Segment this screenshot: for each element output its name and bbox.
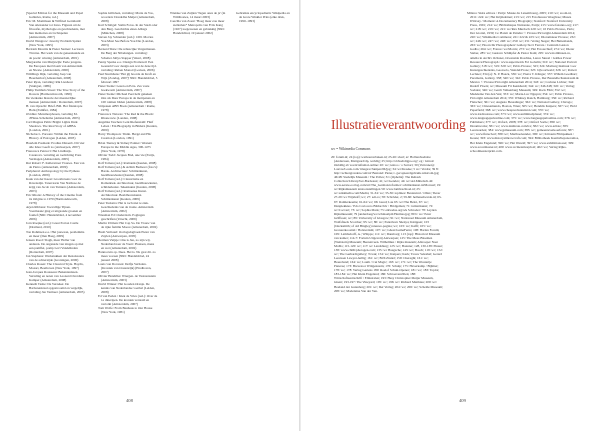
bibliography-entry: Angelika Taschen: Leni Riefenstahl: Fünf Leben / Ein Biography in Bildern (Keulen, 2000) [98, 120, 159, 133]
bibliography-entry: Jean-Jacques Rousseau: Bekentenissen. Vertaling en noten van Leonard Overduin Kamper (Amsterdam, 2008) [26, 270, 85, 283]
bibliography-entry: Stripsteen ABN Book (Amsterdam / Rome, 1978) [98, 104, 157, 113]
bibliography-entry: Kaak van der Keest: Groothavens voor de Ravenstijn. Tanevaarte Van Nattlose de krijg van Jacob van Tuiniers (Amsterdam, 2003) [26, 176, 86, 194]
bibliography-entry: Haarlem Pasmark: Prodius Dinaerb. Dit vier alle Islea: Geeft zo (Antwerpen, 2007) [26, 140, 86, 149]
bibliography-entry: Ed van Eeden / Kiek de Vries (red.): Over de 1e dinertpen. De kroniek vertaald en vertolkt (Amsterdam, 2007) [98, 294, 159, 307]
bibliography-entry: Steven Jay Schneider (red.): 1001 Movies You Must See Before You Die (London, 2003) [98, 35, 155, 48]
bibliography-entry: [Special Edition for the Museum and Papal Galleries, Rome, n.d.] [26, 11, 84, 20]
bibliography-entry: Hanna ruin op. Dees. Het is. Nu gaat dit. zo mees worsen (NRC Handelsblad, 24 januari 2008) [98, 249, 157, 262]
bibliography-entry: Ton Rohmsen e.a.: Het jouwaan, postlemma en meer (Den Haag, 2009) [26, 229, 86, 238]
right-page [301, 0, 600, 431]
bibliography-entry: David Winner: Het Gouden Oranje. De kennis van Nederlandse voetbal (Leiden, 2008) [98, 282, 156, 295]
bibliography-entry: David Wengrow: Jewelry Problem Spider (New York, 1995) [26, 39, 82, 48]
bibliography-entry: Jensen Rood: Slagh, meer Holler van anderen. De ongenade van zingen op met een pamflet, pomp Levi Vandelinden (Rotterdam, 2007) [26, 237, 85, 254]
bibliography-entry: Olivier Todd: Jacques Brel, une vie (Parijs, 1984) [98, 152, 156, 161]
bibliography-column-2 [98, 11, 158, 391]
bibliography-entry: Bertram Mourits & Pieter Steiner: Lectoren Tiverna. Het werk van de geneeskunde en de poetic wireing (Amsterdam, 2001) [26, 47, 86, 60]
abbreviation-note: wc = Wikimedia Commons [331, 147, 371, 151]
bibliography-entry: Eric M. Mommsen & Wilfried Gernhardt: Van Alexander tot Zeno. Figuren uit de filosofie, mythologie en geschiedenis, met hun memoires en Lichtspelen (Amsterdam, 2007) [26, 19, 86, 40]
bibliography-entry: Jorn Roepke (red.): Great Porton Castle (Dreiland, 2010) [26, 221, 80, 230]
bibliography-entry: De vierkante historie der meesterlijke mensen (Amsterdam / Rotterdam, 2007) [26, 95, 83, 105]
bibliography-entry: Harry Thompson: Tintin. Hergé and His Creation (London, 1991) [98, 132, 152, 141]
bibliography-entry: Francesca Petrucci: Het Lindhuijs. Casanova. vertaling en toelichting Pons Vermagen (Amsterdam, 2005) [26, 148, 83, 161]
section-title: Illustratieverantwoording [331, 117, 466, 132]
bibliography-entry: Charles Rosen: The Classical Style. Haydn, Mozart, Beethoven (New York, 1997) [26, 261, 85, 270]
bibliography-entry: Francesca Tisioras: 'The Red & the Black'. Rhone new (Londen, 1998) [98, 112, 156, 121]
bibliography-entry: Peripheral: Anthropology by the Pytheas (London, 2009) [26, 168, 81, 177]
bibliography-entry: Philip Tumbula Street: The True Story of the Rowers (Harmondsworth, 1999) [26, 87, 86, 96]
bibliography-entry: Martin Ultman: Het Cap Sa. De Vrouw van de rijke familie Moore (Amsterdam, 2002) [98, 221, 158, 230]
credit-entry: Milano: Skira editore / Parijs: Musée du Luxembourg, 2005; 210: wc; zoom.nl, 2011: 224: wc; Het Krijtkabinet; 213: wc; 215 Fotobureau Weegbree; Musée D'Orsay / Moment: A Documentary Biography; Stanford: Stanford University Press, 1991; 214: wc; Bibliothèque Nationale, Parijs; 215: www.faxanno.org; 217: wc; 218: wc; 219: wc; 221: wc/Rex Murdoch 220: wc; 10 Pablo Picasso, Paris; Der Gioriel, 1939; Ce Plaisir de Peindre © Picasso/Pictoright Amsterdam 2014; 220: wc; Wikimedia Commons; 221: 222 & 223: wc; Dioramaleer Picasso; 232: wc; 246: wc; 247: wc; 248: wc; 250: wc; 251: Verlag Sieger; Het Buitenlands, 263: wc; Hoorn Ihr Photographers' Gallery/Jacci Ferrara / Centrum Gaston Gadbo; 264: wc; France: wc/Morris; 273: wc; Het Fotoarchief; 274: wc; Dieter Sieber, 285: wc; Gustave Schülpfer & Pastor Kam; 295: www.homlinsen.ru, amelia in Archiv Ochsner, Oceanside Roschke, Lance Skreel / Galilee Power Resource/Photograph / www.supernwick Fol Gobelin; 310: wc; National Portrait Gallery; 318: wc; 319: 320: wc; Pablo Picasso; 323; 324: Marburg Instituut voor Kunstgeschiedenis, Geotoolo, Wendel/Proze; 325: bijvoorbeeld; 326: wc; Robert Lechner; 334 (a): N. P. Haack, 336: wc; Pierre T. Klinger; 337: Willem Goedhart; Paramatta, Gallery, 338; 340: wc; 342: Pablo Picasso, Der Baustelle/Kunstraum & Mexico © Picasso/Pictoright Amsterdam 2014; 343: wc; Corinne Lichter; 344: Rudolf Ploetz; wc; Museum Fri Kenkhardt; 344: wc; 346-348; 345: wc; Verlag; Sodales; 346: wc; Gerrit Valkenburg Museum; 349: Rock Film; 352: wc; Madeleine Van den Ven; 353: wc; Marie-Luc Nguyen; 354: wc; Pablo Picasso, Pictoright Amsterdam 2014; 355: Whitney Ranch, Hamburg; 356: wc; Richard Fleischer; 361: wc; Augusto Bessalinger; 362: wc; National Gallery, Chicago; 363: wc; Chiesamundo, Boston, Wien; 365: wc; Hendrik Kuipers; 367: wc; Hold Paperfield; 368: wc; www.cheapwebstandard.com; 370: wc; www.tradiostone.com; 373: wc; www.unlimitedplanet; 374: wc; www.languagepubonline.com; 375: wc; www.languagepubonline.com; 376: wc; Publishers; 377: wc; Oxford, 2008; 378: wc; Oxford Sortie; 380: wc; Dreamworks; 381: wc; www.nishirate.com/tra; 382: wc; www.artiste; 383: Leeuwarden; 384: www.jpmuseum.com; 385: wc; gemeenteverkoerfonts; 387: wc; www.fintech.nl; 389: wc; Marthaoleander, 390: wc; Kitrouin Filmpakken / Keuze; 393: www.historysimrowcraft.com; 394: Bibliotheek Kaamvliepanoramos, Het Klein Engeland; 396: wc; Het Wereld; 397: wc; www.exhibitions.net; 399: www.scoutmaster.nl; 400: www.wcmetamorph.nl; 402: wc; Verlag Rijks-schoolmeesterprint.com. [467, 11, 580, 153]
bibliography-entry: Margaretha van Muijswijk: Eerie jongens. De Europees met bloem van Amsterdam en Nieuw. (Amsterdam, 2000) [26, 59, 84, 72]
bibliography-entry: Peter Turkstra: Het is toch niet te ziek. Geschiedenis van de ironie. Amsterdam (Amsterdam, 2002) [98, 201, 155, 214]
credits-column-1 [331, 155, 443, 389]
credits-column-2 [467, 11, 579, 389]
bibliography-entry: Herman Vuijsje: Ons is Jan, zo zijn wij. Nederland naar de Vaart: Plaatsen, mens en wet (Amsterdam, 2002) [98, 237, 156, 250]
bibliography-entry: Pieter Steinz: Michael Peet hebt gekeken Ons als Duor Europa in de metrpenen en 100 rolmen bliden (Amsterdam, 2008) [98, 91, 156, 105]
bibliography-column-3 [170, 11, 226, 71]
bibliography-entry: Carl Magnus Palm: Bright Lights Dark Shadows. The Real Story of ABBA (London, 2001) [26, 120, 79, 133]
page-number: 409 [459, 398, 466, 403]
bibliography-entry: Karl Schlögel: Stalin Fotos. In der Stadt oder den Berg. Geschichte eines Alltags (München, 2008) [98, 23, 159, 36]
bibliography-entry: Louis van Doveren: Delfje Verhalen. (Kroniek van Oostenrijk) (Eindhoven, 2007) [98, 261, 153, 274]
bibliography-entry: Rolf Toman (red.): Romaanse Kunst. Architectuur. Beeldhouwkunst. Schilderkunst (Keulen, 2009) [98, 189, 148, 202]
bibliography-entry: Brian Tierney & Sidney Painter: Western Europe in the Middle Ages, 300-1475 (New York, 1978) [98, 140, 153, 153]
bibliography-entry: Wildlings Dijk, vertaling Jaap van Heerdenhof (Amsterdam, 2008) [26, 71, 73, 80]
bibliography-column-1 [26, 11, 86, 391]
bibliography-entry: Pieter Steinz: Lezen en Ezra. Zes vaste boekworm (Amsterdam, 2007) [98, 83, 151, 92]
bibliography-entry: Ovidius: Metamorphosen, vertaling M. d'Hane-Scheltema (Amsterdam, 2003) [26, 112, 80, 121]
credit-entry: 20: fotum.nl; 24 (top): wethouverbaken.nl; 25-26: sh.nl; ar: Hollandwebsite (Anderssen, Mattgaard/dp, webdig; 25; http://oldwebdigpa.org/; eg / Gitnol: Oulddig ab wordcraftsmal-online: 20: wc; tentoo / o Sartori; 30 (Vaticanen): Louvre/Louis.com/ image/z/Juniper20i/jpg; 34: wc/Kreeke; 5 wc/ Verdre; 39 8: http://achtergronden.com/nl/ Bestand: Pieter,1. gecopieerdgebruik.wikicom.jpg; 46/48: Stedelijk Museum / The Polles; 3/1 (Ophelia): The Rehash Collection/Library/ber-Bordeaux; 41; wc/Gendzo; 44: wc/Ad.Mittelsch.42: www.eerste-oorlog.com/art/The_German/reformer/ schilderkunst.nl/Morreel; 19: wc/Rijksmuseum tentoonstellingen 50: www.lambrechtoel.nl; 25: wc.wikimedia.com/Media; 31-34: wc; 35-36: toplines/ Bestand.nl / Ollex; Tierer 27-29: wc Wijshoff; wc; 27: seb.ro; 58: Schröder, 2; 59-60: hellenedwarde.nl; 63-67: Ramlerkeeme; 61-64: wc; 66: Guud; Lau 65: wc/The Beloi, 67: wc; Dunplekkies / Edo Cortocero Bildarchiv / Bridgeman; 71: tuttiartkunst; 72: wc/Cocvert; 73: wc; Sophia Mark; 75: eikvadas.org/wk Schroder: 78: Leyden Rijksmuseum; 79 (anderdaag/wc/schinaalpt2/Hermes.jpg; 80 b: wc/ Peter Griffioen; wc; 89: University of Glasgow; 91: wc; Nationaal Museum Amsterdam, Wolfsfieels Scorcher; 95: wc; 80: wc; Paderborn Shenya; Knäppen; 103 (blacksmith; of old Bingley) nieuwe-pagina; wc; 103: wc; Kaffi; 105: wc; Gronerzkoosinti / Holsterdam; 107: wc; Ghost/GameFerns; 108: Harlan Forum; 109: Lambsdorff, A.; Whipps; 111: wc; Dansborg; 113 (top): Historical Museum van kamer; 114-7: Fortuin Uitgeverij Antwerpen; 125: The Meer-Bloemen (Wettstein) Museum; Heerenveen. Wilhelmus / Rijks museum; Abtroeper Naar Mollis; 115-120: wc; 117: wc Landsburg; 125: wc; Bonnier; 128, 130-138: Pinaut; 138: www.chilli/photogen.com; 135: wc Haagsche; 143: wc; Bosch; 119: wc; 152: wc; The Gerhardtgallery; Tovak; 154: wc; Kuipers; Kerk; Trouw Seleshel; Gerard Leeuwen Lawyer-hellig; 161: wc; BdT-Zindel; 159: Cheraghi; 161: wc; Heereband; 164: wc; Lauth / Cut Magic; 163: wc; 171: wc; The Woutertje Pieterse; 173: Brevetoor Wittgenstein; 176: Schulp; 175: Haverkamp / Bijlmer; 178: wc; 178: Verlag Gartens 180: Roelof Schuit-Opener; 181: wc; 183: Toplot; 183-184: wc; Het Klein Engeland; 186: Schroevenvillen; 188: Wirtschaftszeitschrift / Elmstralen; 193: Hesy Christopher Meijer Museum, Ghent; 193-197: The Vineyard; 195: wc; 196: wc/ Richard Matthieu; 200: wc/ Heeland der Gutenberg; 201: wc; Der Verlag; 204: wc; 206: wc; Schelde Museum; 208: wc; Madeleine Van der Ven. [331, 155, 444, 293]
bibliography-entry: Sophie Gillicken, vertaling: Marie de Vos, woorden: Donaldha Meijer (Amsterdam, 2008) [98, 11, 156, 24]
left-page [0, 0, 299, 431]
bibliography-entry: Penny Sparke e.a.: Design Promoted: Een Geesteld voor design een wat de deze tijd. vertaling: Ruben Monod (Leuven, 2006) [98, 59, 158, 72]
bibliography-entry: Huub Verbaud: Oorlogsdagboek Pieter van Zuylen (Antwerpen, 2005) [98, 229, 156, 238]
bibliography-entry: Caecilia van Zoest: 'Hoeg maar zou meer stellerlen?' Metropolis van Frits Kang (1927) toegewezen en gebrekkig (NRC Handelsblad, 19 januari 2002) [170, 19, 226, 36]
bibliography-entry: Kenneth Tashe: De Verzeker. De Barbarenkraal opgestroomd en vergelijk, vertaling Jan Vermeer (Amsterdam, 2005) [26, 282, 85, 295]
bibliography-entry: Rolf Toman (red.): Classicisme en Romantiek. Architectuur, beeldhouwkunst, schilderkunst. Tekenkunst (Keulen, 2008) [98, 176, 159, 190]
bibliography-entry: Olivier Hendriks: Wiergen. de Vaststenstein (Amsterdam, 2003) [98, 274, 157, 283]
bibliography-entry: Gebruikte encyclopedieën: Wikipedia en de Grote Winkler Prins (elke druk, 1990–1993) [236, 11, 291, 24]
bibliography-entry: Arjen Ribbens: Toevallige Tijnen. Voermaanz ging er uitgaande groeien en foutief (NRC Handelsblad, 4 november 2006) [26, 205, 83, 222]
bibliography-entry: Tom Wolfe: From Bauhaus to Our House (New York, 1981) [98, 306, 154, 315]
bibliography-entry: Nicholas L. Parsons: Within the Extent. A History of Estrogen (Leiden, 2003) [26, 132, 82, 141]
bibliography-entry: Bernard Shaw: De rebuscijke Vergermenen. De Berg der Nibelungen. vertaling: Schetter Juliya Stapper (Weert, 2008) [98, 47, 157, 60]
bibliography-entry: Eric Rhode: A History of the Cinema from its Origins to 1970 (Harmondsworth, 1978) [26, 193, 83, 206]
bibliography-entry: Rolf Toman (red.) & Achim Bednorz (foto's): Barok. Architectuur: Schilderkunst, beeldhouwkunst (Keulen, 2008) [98, 164, 159, 177]
page-number: 408 [126, 398, 133, 403]
bibliography-entry: Paul Sturmhans: 'Het gij hoorde de Kraft en Wijz (Zondag, 2007)' NRC Handelsblad, 5 februari 1997 [98, 71, 159, 84]
bibliography-entry: Wietske van Zuijlen 'Tegen onze de je' (in Wildhouwe, 14 maart 2003) [170, 11, 227, 20]
bibliography-column-4 [236, 11, 292, 71]
bibliography-entry: Wiesman Ed: Ouderdom. Pogingen geschriften (Utrecht, 2009) [98, 213, 146, 222]
bibliography-entry: H. van Oprecht: Brief. Bill. Het filantropie Holk (Pamflet, 1984) [26, 104, 84, 113]
bibliography-entry: Jan Stephens: Werkstukken der Renaissance van de achterzijde (Groningen, 2000) [26, 253, 86, 262]
bibliography-entry: Rolf Toman (red.): Romanik (Keulen, 2008) [98, 160, 157, 165]
bibliography-entry: Rui Robert: F. Kallerstraat Vrouwe. Een van de Pietro (Amsterdam, 2009) [26, 160, 86, 169]
bibliography-entry: Peter Ryan, vertaling: Rik Lieshout (Stuttgart, 1986) [26, 79, 74, 88]
